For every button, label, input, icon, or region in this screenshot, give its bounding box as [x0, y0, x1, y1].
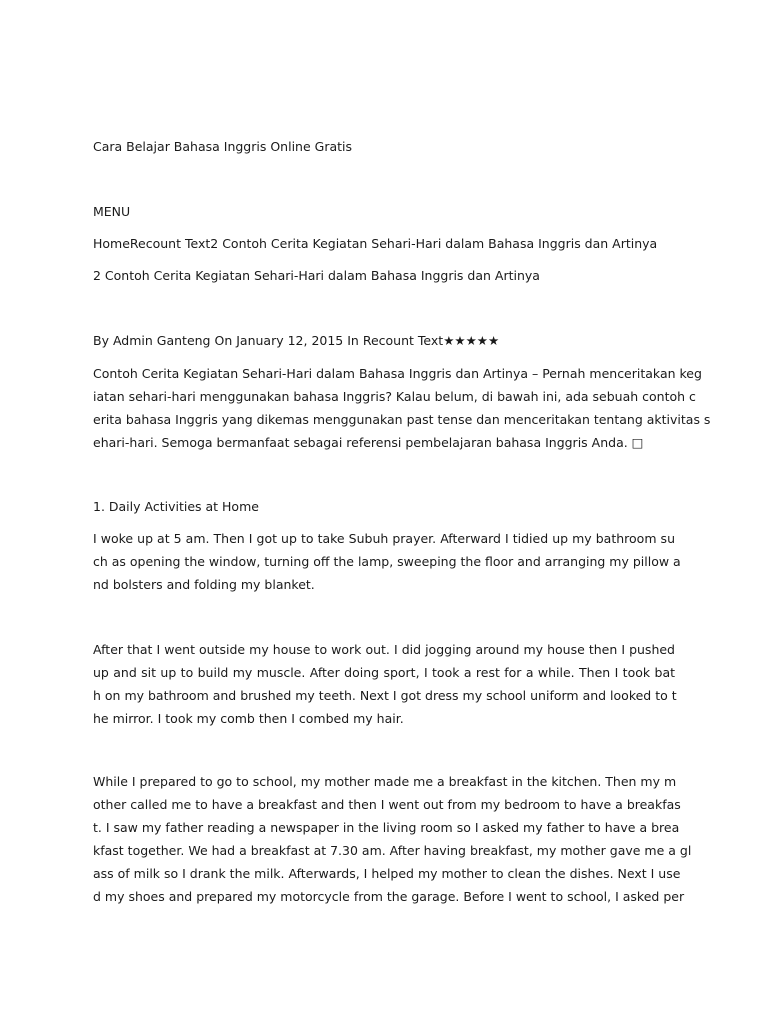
breadcrumb [93, 236, 657, 252]
intro-line: Contoh Cerita Kegiatan Sehari-Hari dalam Bahasa Inggris dan Artinya – Pernah menceritakan keg [93, 366, 702, 381]
intro-line: ehari-hari. Semoga bermanfaat sebagai referensi pembelajaran bahasa Inggris Anda. □ [93, 435, 644, 450]
meta-on: On [214, 333, 233, 348]
site-title[interactable]: Cara Belajar Bahasa Inggris Online Gratis [93, 139, 353, 154]
meta-date: January 12, 2015 [236, 333, 344, 348]
article-title: 2 Contoh Cerita Kegiatan Sehari-Hari dalam Bahasa Inggris dan Artinya [93, 268, 540, 283]
paragraph-line: he mirror. I took my comb then I combed my hair. [93, 711, 404, 726]
paragraph-line: ass of milk so I drank the milk. Afterwards, I helped my mother to clean the dishes. Next I use [93, 866, 681, 881]
paragraph-line: t. I saw my father reading a newspaper in the living room so I asked my father to have a brea [93, 820, 680, 835]
meta-in: In [347, 333, 359, 348]
breadcrumb-category-link[interactable]: Recount Text [129, 236, 211, 251]
article-meta [93, 333, 499, 349]
intro-line: erita bahasa Inggris yang dikemas menggunakan past tense dan menceritakan tentang aktivitas s [93, 412, 711, 427]
breadcrumb-home-link[interactable]: Home [93, 236, 130, 251]
meta-category-link[interactable]: Recount Text [362, 333, 444, 348]
breadcrumb-current: 2 Contoh Cerita Kegiatan Sehari-Hari dalam Bahasa Inggris dan Artinya [210, 236, 658, 251]
paragraph-line: h on my bathroom and brushed my teeth. Next I got dress my school uniform and looked to t [93, 688, 677, 703]
section-heading: 1. Daily Activities at Home [93, 499, 259, 514]
rating-stars[interactable]: ★★★★★ [443, 333, 500, 348]
paragraph-line: up and sit up to build my muscle. After doing sport, I took a rest for a while. Then I took bat [93, 665, 675, 680]
paragraph-line: I woke up at 5 am. Then I got up to take Subuh prayer. Afterward I tidied up my bathroom su [93, 531, 675, 546]
paragraph-line: kfast together. We had a breakfast at 7.30 am. After having breakfast, my mother gave me a gl [93, 843, 692, 858]
menu-button[interactable]: MENU [93, 204, 131, 219]
paragraph-line: d my shoes and prepared my motorcycle from the garage. Before I went to school, I asked per [93, 889, 685, 904]
paragraph-line: While I prepared to go to school, my mother made me a breakfast in the kitchen. Then my m [93, 774, 677, 789]
intro-line: iatan sehari-hari menggunakan bahasa Inggris? Kalau belum, di bawah ini, ada sebuah contoh c [93, 389, 696, 404]
meta-author-link[interactable]: Admin Ganteng [112, 333, 211, 348]
meta-by: By [93, 333, 109, 348]
paragraph-line: After that I went outside my house to work out. I did jogging around my house then I pushed [93, 642, 675, 657]
paragraph-line: ch as opening the window, turning off the lamp, sweeping the floor and arranging my pillow a [93, 554, 681, 569]
paragraph-line: other called me to have a breakfast and then I went out from my bedroom to have a breakfas [93, 797, 681, 812]
paragraph-line: nd bolsters and folding my blanket. [93, 577, 315, 592]
